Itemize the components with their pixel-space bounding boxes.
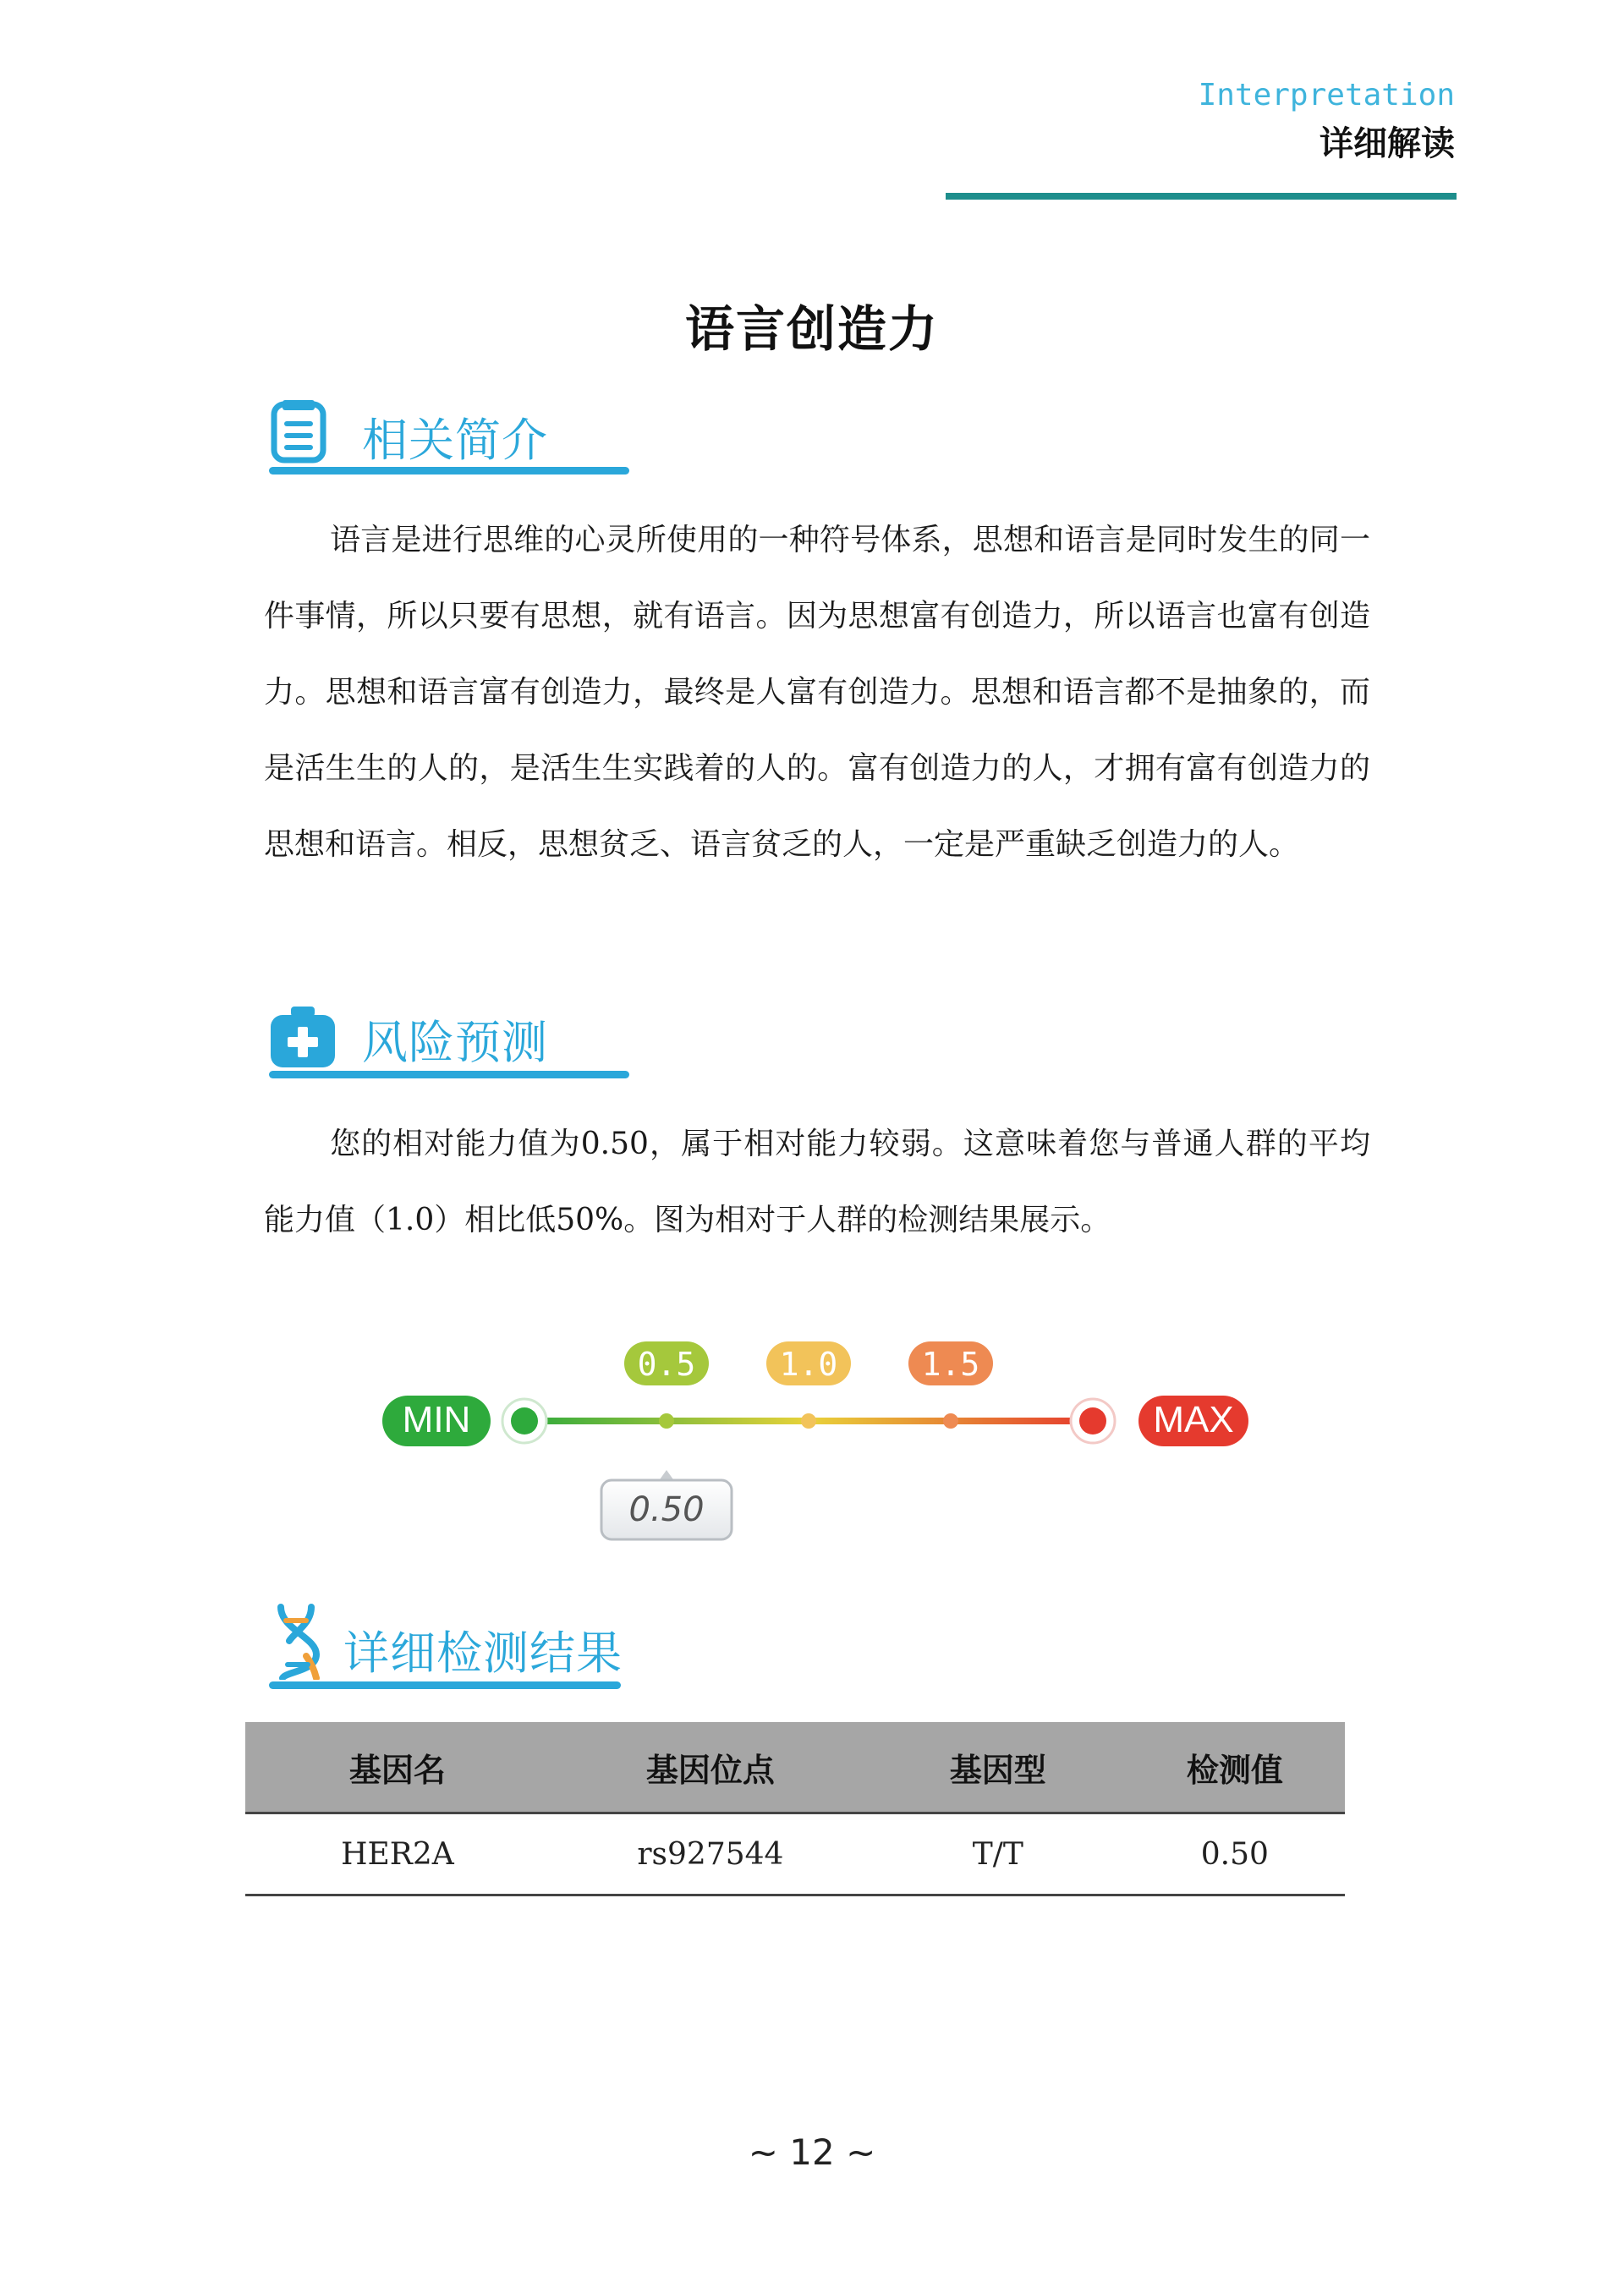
section-title-intro: 相关简介 (362, 414, 548, 467)
section-underline (269, 467, 629, 475)
medical-kit-icon (269, 1005, 337, 1072)
gauge-min-label: MIN (402, 1399, 471, 1440)
gauge-tick-dot (943, 1413, 958, 1429)
risk-paragraph: 您的相对能力值为0.50，属于相对能力较弱。这意味着您与普通人群的平均能力值（1.0）相比低50%。图为相对于人群的检测结果展示。 (264, 1127, 1370, 1237)
gauge-tick-label: 0.5 (637, 1346, 696, 1383)
ability-gauge (372, 1336, 1286, 1556)
gauge-tick-label: 1.5 (921, 1346, 980, 1383)
results-table (245, 1722, 1345, 1896)
header-chinese-label: 详细解读 (1320, 124, 1455, 163)
intro-paragraph: 语言是进行思维的心灵所使用的一种符号体系，思想和语言是同时发生的同一件事情，所以只要有思想，就有语言。因为思想富有创造力，所以语言也富有创造力。思想和语言富有创造力，最终是人富有创造力。思想和语言都不是抽象的，而是活生生的人的，是活生生实践着的人的。富有创造力的人，才拥有富有创造力的思想和语言。相反，思想贫乏、语言贫乏的人，一定是严重缺乏创造力的人。 (264, 523, 1370, 862)
table-row (245, 1813, 1345, 1895)
section-title-details: 详细检测结果 (343, 1626, 623, 1680)
section-underline (269, 1681, 621, 1689)
page-title: 语言创造力 (684, 300, 939, 358)
table-header-locus: 基因位点 (550, 1722, 871, 1813)
section-heading-details (269, 1605, 641, 1690)
gauge-ticks (624, 1341, 993, 1429)
gauge-tick-dot (659, 1413, 674, 1429)
header-divider (946, 193, 1457, 200)
dna-icon (269, 1604, 328, 1680)
section-heading-risk (269, 1000, 641, 1081)
gauge-result-bubble (601, 1470, 732, 1539)
gauge-svg (372, 1336, 1286, 1556)
section-title-risk: 风险预测 (362, 1016, 548, 1069)
section-underline (269, 1071, 629, 1078)
gauge-min-dot (511, 1407, 538, 1434)
table-header-genotype: 基因型 (871, 1722, 1125, 1813)
table-header-row (245, 1722, 1345, 1813)
table-header-gene-name: 基因名 (245, 1722, 550, 1813)
table-cell-value: 0.50 (1125, 1813, 1345, 1895)
page-number: ~ 12 ~ (748, 2131, 876, 2173)
gauge-tick-dot (801, 1413, 816, 1429)
header-english-label: Interpretation (1198, 78, 1455, 112)
table-cell-locus: rs927544 (550, 1813, 871, 1895)
table-header-value: 检测值 (1125, 1722, 1345, 1813)
table-cell-gene-name: HER2A (245, 1813, 550, 1895)
document-icon (269, 399, 333, 467)
result-value: 0.50 (628, 1490, 705, 1529)
table-cell-genotype: T/T (871, 1813, 1125, 1895)
section-heading-intro (269, 398, 641, 479)
gauge-max-label: MAX (1153, 1399, 1234, 1440)
gauge-tick-label: 1.0 (779, 1346, 838, 1383)
gauge-max-dot (1079, 1407, 1106, 1434)
